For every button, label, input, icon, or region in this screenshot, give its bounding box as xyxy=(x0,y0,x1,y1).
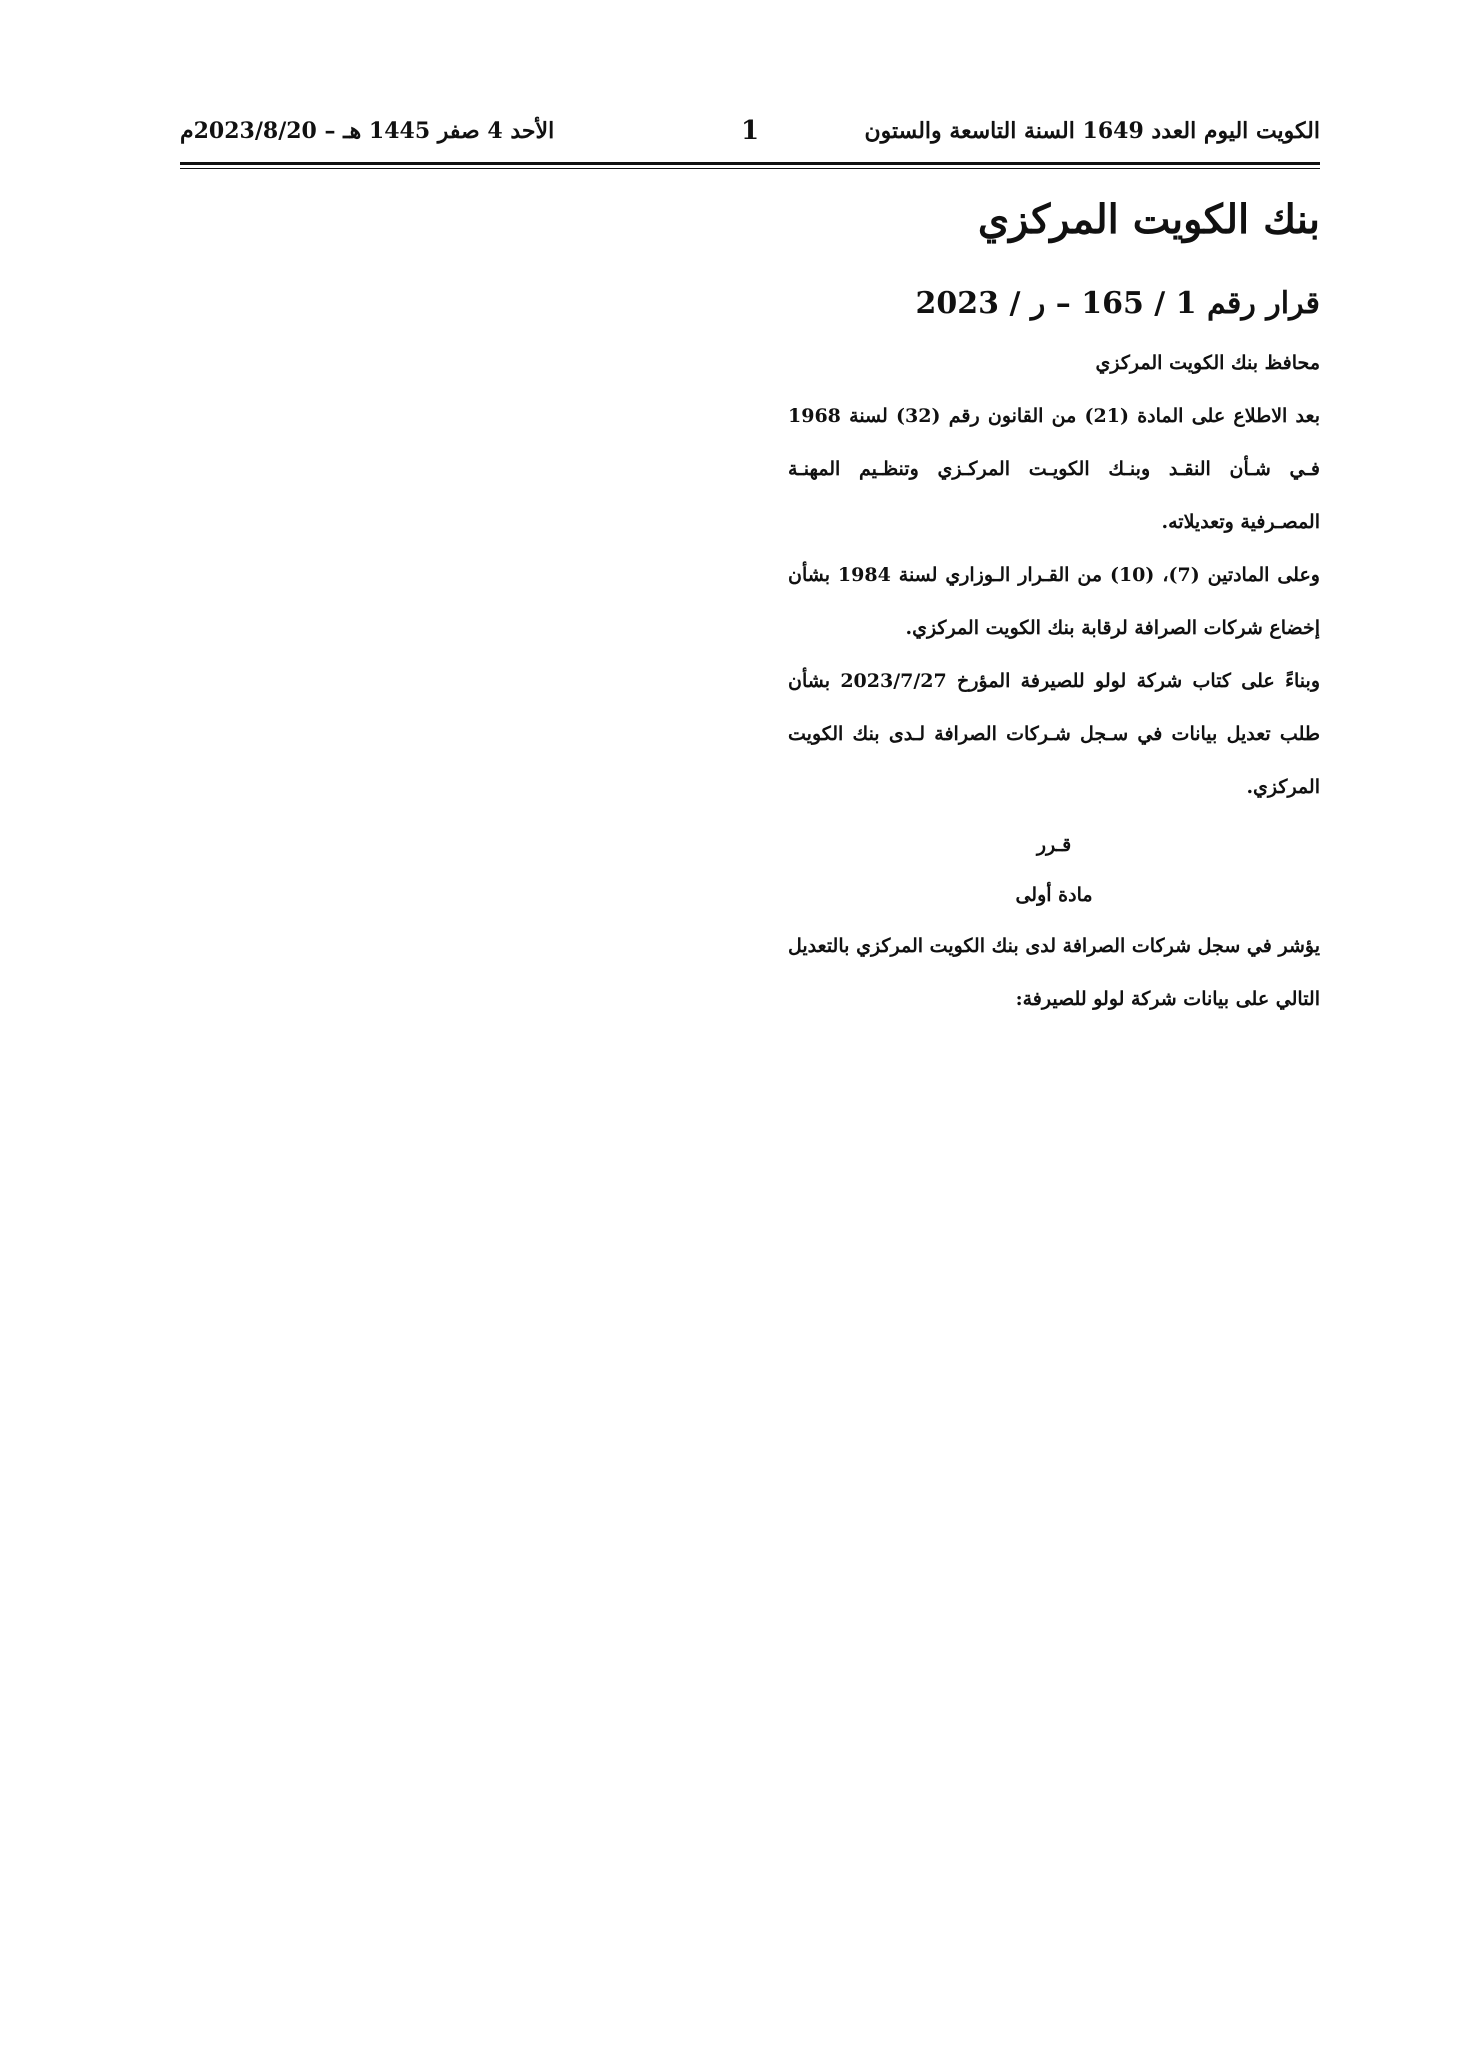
page-number: 1 xyxy=(740,116,760,146)
paragraph: وعلى المادتين (7)، (10) من القـرار الـوزاري لسنة 1984 بشأن إخضاع شركات الصرافة لرقابة بنك الكويت المركزي. xyxy=(788,564,1320,639)
header-rule-thick xyxy=(180,162,1320,165)
gazette-issue-info: الكويت اليوم العدد 1649 السنة التاسعة والستون xyxy=(864,118,1320,144)
issue-date: الأحد 4 صفر 1445 هـ – 2023/8/20م xyxy=(180,118,555,144)
article-text: يؤشر في سجل شركات الصرافة لدى بنك الكويت المركزي بالتعديل التالي على بيانات شركة لولو للصيرفة: xyxy=(788,935,1320,1010)
page-header xyxy=(180,118,1320,164)
header-rule-thin xyxy=(180,168,1320,169)
document-column xyxy=(788,190,1320,1026)
issuer-line: محافظ بنك الكويت المركزي xyxy=(1095,352,1320,374)
paragraph: بعد الاطلاع على المادة (21) من القانون رقم (32) لسنة 1968 فـي شـأن النقـد وبنـك الكويـت المركـزي وتنظـيم المهنـة المصـرفية وتعديلاته. xyxy=(788,405,1320,533)
document-title: بنك الكويت المركزي xyxy=(977,196,1320,243)
article-title: مادة أولى xyxy=(1015,884,1093,906)
decision-number: قرار رقم 1 / 165 – ر / 2023 xyxy=(915,286,1320,321)
paragraph: وبناءً على كتاب شركة لولو للصيرفة المؤرخ 2023/7/27 بشأن طلب تعديل بيانات في سـجل شـركات الصرافة لـدى بنك الكويت المركزي. xyxy=(788,670,1320,798)
decided-heading: قـرر xyxy=(1036,834,1072,856)
